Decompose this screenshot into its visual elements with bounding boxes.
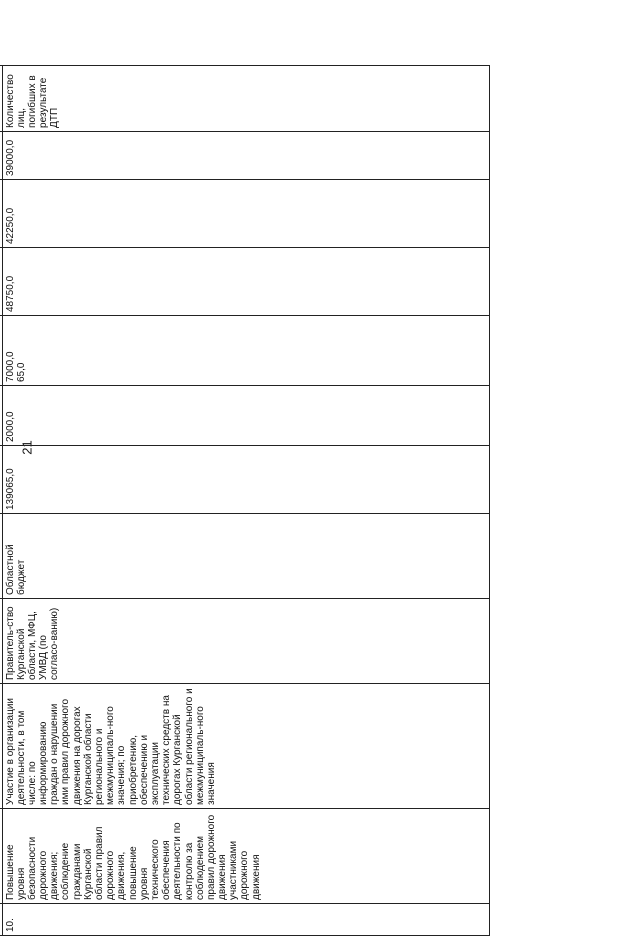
cell-total: 139065,0 (2, 446, 489, 514)
funding-table-container (0, 74, 483, 936)
cell-event: Участие в организации деятельности, в том числе: по информированию граждан о нарушении ими правил дорожного движения на дорогах Курганской области регионального и межмуниципаль-ного значения; по приобретению, обеспечению и эксплуатации технических средств на дорогах Курганской области регионального и межмуниципаль-ного значения (2, 684, 489, 809)
cell-2018: 39000,0 (2, 131, 489, 179)
cell-2017: 42250,0 (2, 180, 489, 248)
cell-2015-value-b: 65,0 (15, 362, 27, 382)
cell-2015 (2, 316, 489, 386)
cell-2015-value-a: 7000,0 (4, 351, 16, 382)
cell-task: Повышение уровня безопасности дорожного движения; соблюдение гражданами Курганской области правил дорожного движения, повышение уровня технического обеспечения деятельности по контролю за соблюдением правил дорожного движения участниками дорожного движения (2, 809, 489, 904)
cell-2016: 48750,0 (2, 248, 489, 316)
cell-manager: Правитель-ство Курганской области, МФЦ, УМВД (по согласо-ванию) (2, 599, 489, 684)
page-number: 21 (19, 440, 35, 455)
cell-indicator: Количество лиц, погибших в результате ДТП (2, 65, 489, 131)
cell-2014: 2000,0 (2, 386, 489, 446)
cell-source: Областной бюджет (2, 514, 489, 599)
funding-table (0, 65, 490, 936)
table-row (2, 65, 489, 935)
cell-num: 10. (2, 904, 489, 936)
